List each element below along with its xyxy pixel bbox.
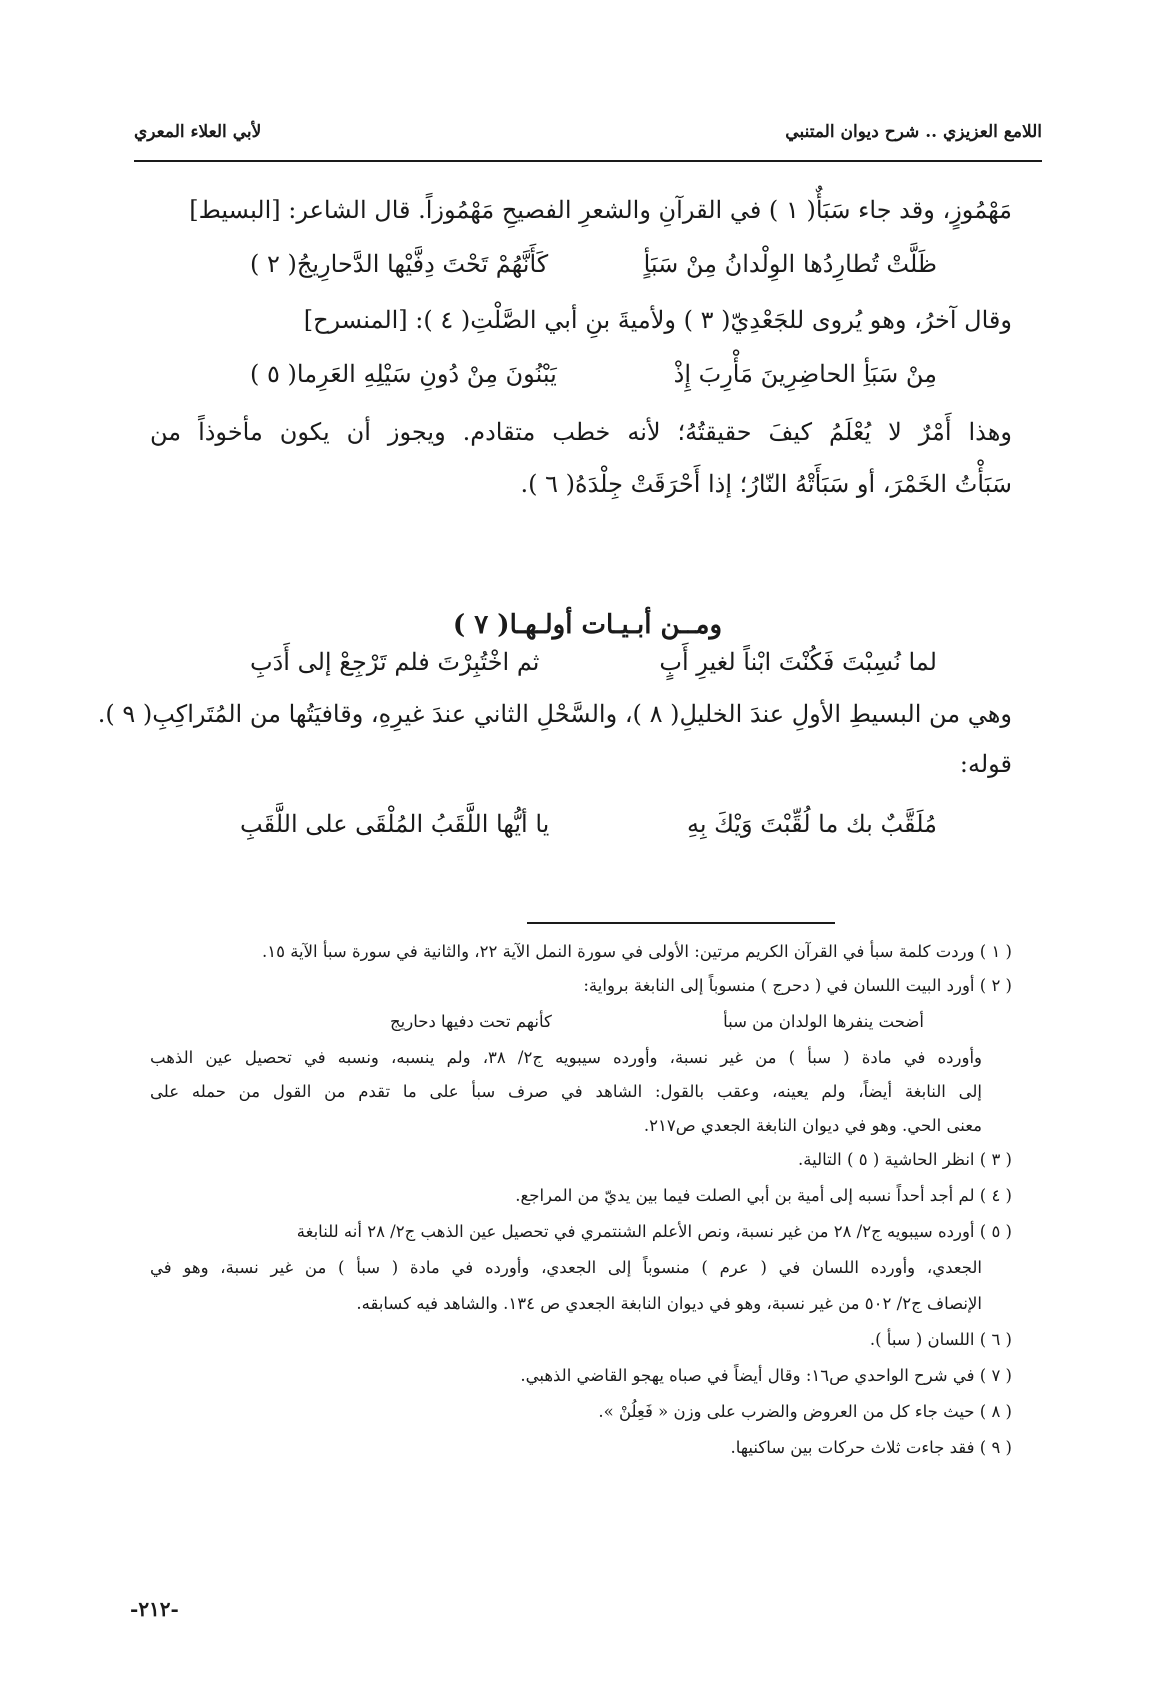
verse-3-second-hemistich: ثم اخْتُبِرْتَ فلم تَرْجِعْ إلى أَدَبِ [250, 648, 540, 676]
section-title: ومــن أبـيـات أولـهـا( ٧ ) [452, 610, 722, 640]
body-paragraph-5: قوله: [959, 750, 1012, 778]
verse-3-first-hemistich: لما نُسِبْتَ فَكُنْتَ ابْناً لغيرِ أَبٍ [659, 648, 937, 676]
footnote-9: ( ٩ ) فقد جاءت ثلاث حركات بين ساكنيها. [730, 1438, 1012, 1457]
running-header-author: لأبي العلاء المعري [134, 122, 262, 142]
verse-1-first-hemistich: ظَلَّتْ تُطارِدُها الوِلْدانُ مِنْ سَبَأٍ [643, 250, 937, 278]
footnote-5-line-2: الجعدي، وأورده اللسان في ( عرم ) منسوباً إلى الجعدي، وأورده في مادة ( سبأ ) من غير نسبة، وهو في [150, 1258, 982, 1277]
footnote-3: ( ٣ ) انظر الحاشية ( ٥ ) التالية. [798, 1150, 1012, 1169]
footnote-divider [527, 922, 835, 924]
footnote-2-line-2: وأورده في مادة ( سبأ ) من غير نسبة، وأورده سيبويه ج٢/ ٣٨، ولم ينسبه، ونسبه في تحصيل عين الذهب [150, 1048, 983, 1067]
footnote-8: ( ٨ ) حيث جاء كل من العروض والضرب على وزن « فَعِلُنْ ». [598, 1402, 1012, 1421]
footnote-7: ( ٧ ) في شرح الواحدي ص١٦: وقال أيضاً في صباه يهجو القاضي الذهبي. [520, 1366, 1012, 1385]
body-paragraph-1: مَهْمُوزٍ، وقد جاء سَبَأٌ( ١ ) في القرآنِ والشعرِ الفصيحِ مَهْمُوزاً. قال الشاعر: [البسيط] [189, 196, 1012, 224]
body-paragraph-4: وهي من البسيطِ الأولِ عندَ الخليلِ( ٨ )، والسَّحْلِ الثاني عندَ غيرِهِ، وقافيَتُها من المُتَراكِبِ( ٩ ). [97, 700, 1012, 728]
verse-4-second-hemistich: يا أيُّها اللَّقَبُ المُلْقَى على اللَّقَبِ [240, 810, 550, 838]
body-paragraph-2: وقال آخرُ، وهو يُروى للجَعْدِيّ( ٣ ) ولأميةَ بنِ أبي الصَّلْتِ( ٤ ): [المنسرح] [303, 306, 1012, 334]
verse-1-second-hemistich: كَأَنَّهُمْ تَحْتَ دِفَّيْها الدَّحارِيجُ( ٢ ) [250, 250, 549, 278]
body-paragraph-3-line-2: سَبَأْتُ الخَمْرَ، أو سَبَأَتْهُ النّارُ؛ إذا أَحْرَقَتْ جِلْدَهُ( ٦ ). [520, 470, 1012, 498]
footnote-2: ( ٢ ) أورد البيت اللسان في ( دحرج ) منسوباً إلى النابغة برواية: [583, 976, 1012, 995]
footnote-2-verse-second: كأنهم تحت دفيها دحاريج [390, 1012, 552, 1031]
page-number: -٢١٢- [130, 1597, 179, 1621]
verse-2-first-hemistich: مِنْ سَبَأِ الحاضِرِينَ مَأْرِبَ إِذْ [673, 360, 937, 388]
footnote-5-line-3: الإنصاف ج٢/ ٥٠٢ من غير نسبة، وهو في ديوان النابغة الجعدي ص ١٣٤. والشاهد فيه كسابقه. [356, 1294, 982, 1313]
footnote-2-verse-first: أضحت ينفرها الولدان من سبأ [723, 1012, 924, 1031]
verse-2-second-hemistich: يَبْنُونَ مِنْ دُونِ سَيْلِهِ العَرِما( ٥ ) [250, 360, 557, 388]
verse-4-first-hemistich: مُلَقَّبٌ بك ما لُقِّبْتَ وَيْكَ بِهِ [686, 810, 937, 838]
running-header-title: اللامع العزيزي .. شرح ديوان المتنبي [785, 122, 1042, 142]
footnote-6: ( ٦ ) اللسان ( سبأ ). [869, 1330, 1012, 1349]
header-divider [134, 160, 1042, 162]
footnote-4: ( ٤ ) لم أجد أحداً نسبه إلى أمية بن أبي الصلت فيما بين يديّ من المراجع. [515, 1186, 1012, 1205]
footnote-5: ( ٥ ) أورده سيبويه ج٢/ ٢٨ من غير نسبة، ونص الأعلم الشنتمري في تحصيل عين الذهب ج٢/ ٢٨ أنه للنابغة [296, 1222, 1012, 1241]
footnote-2-line-4: معنى الحي. وهو في ديوان النابغة الجعدي ص٢١٧. [643, 1116, 982, 1135]
footnote-2-line-3: إلى النابغة أيضاً، ولم يعينه، وعقب بالقول: الشاهد في صرف سبأ على ما تقدم من القول من حمله على [150, 1082, 982, 1101]
body-paragraph-3-line-1: وهذا أَمْرٌ لا يُعْلَمُ كيفَ حقيقتُهُ؛ لأنه خطب متقادم. ويجوز أن يكون مأخوذاً من [150, 418, 1012, 446]
footnote-1: ( ١ ) وردت كلمة سبأ في القرآن الكريم مرتين: الأولى في سورة النمل الآية ٢٢، والثانية في سورة سبأ الآية ١٥. [261, 942, 1012, 961]
